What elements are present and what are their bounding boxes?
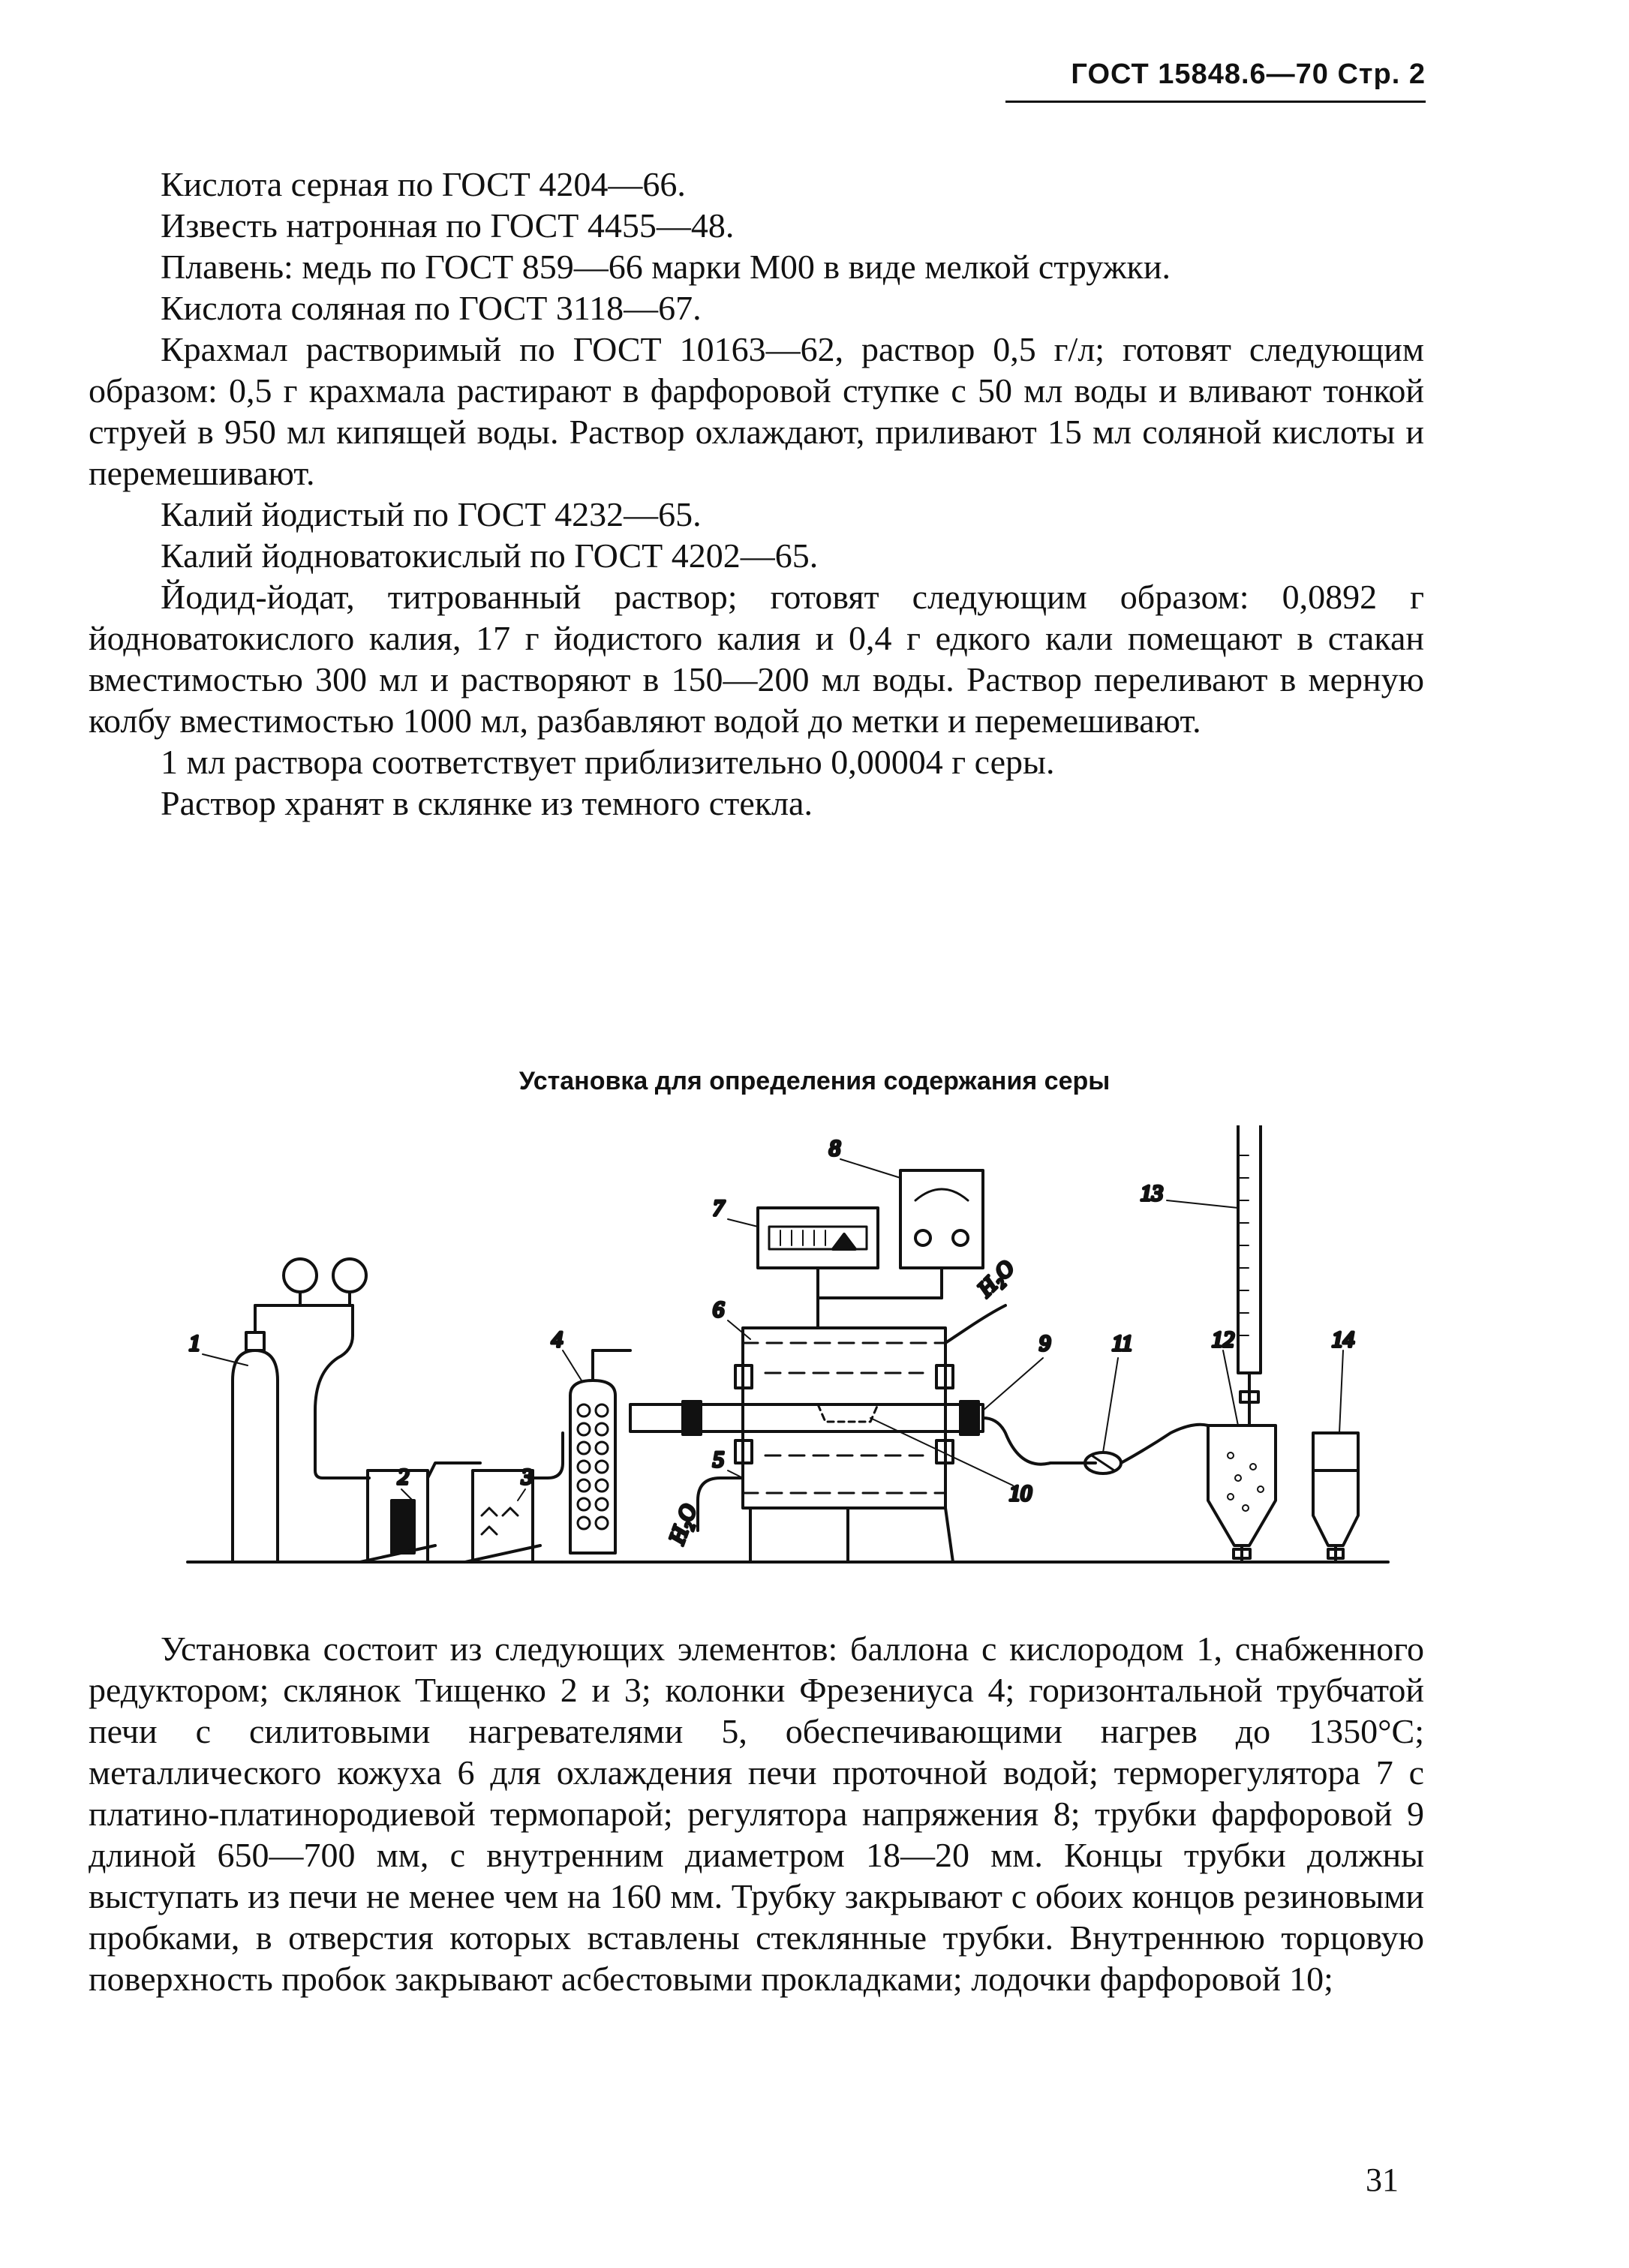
label-12: 12: [1212, 1327, 1234, 1352]
label-6: 6: [713, 1297, 724, 1322]
paragraph: Установка состоит из следующих элементов: баллона с кислородом 1, снабженного редуктором; склянок Тищенко 2 и 3; колонки Фрезениуса 4; горизонтальной трубчатой печи с силитовыми нагревателями 5, обеспечивающими нагрев до 1350°С; металлического кожуха 6 для охлаждения печи проточной водой; терморегулятора 7 с платино-платинородиевой термопарой; регулятора напряжения 8; трубки фарфоровой 9 длиной 650—700 мм, с внутренним диаметром 18—20 мм. Концы трубки должны выступать из печи не менее чем на 160 мм. Трубку закрывают с обоих концов резиновыми пробками, в отверстия которых вставлены стеклянные трубки. Внутреннюю торцовую поверхность пробок закрывают асбестовыми прокладками; лодочки фарфоровой 10;: [89, 1630, 1424, 1998]
figure-title: Установка для определения содержания серы: [518, 1067, 1111, 1095]
label-2: 2: [398, 1464, 409, 1489]
label-10: 10: [1009, 1481, 1032, 1506]
page-number: 31: [1366, 2161, 1399, 2198]
label-8: 8: [829, 1136, 840, 1161]
paragraph: Раствор хранят в склянке из темного стекла.: [161, 784, 813, 822]
paragraph: Калий йодистый по ГОСТ 4232—65.: [161, 495, 702, 533]
label-9: 9: [1039, 1331, 1050, 1356]
regulators: [758, 1170, 983, 1328]
label-5: 5: [713, 1447, 724, 1472]
paragraph: Плавень: медь по ГОСТ 859—66 марки М00 в виде мелкой стружки.: [161, 248, 1171, 286]
fresenius-column: [563, 1350, 630, 1562]
apparatus-diagram: [173, 1125, 1411, 1606]
paragraph: Кислота соляная по ГОСТ 3118—67.: [161, 289, 702, 327]
water-in-label: H₂O: [664, 1500, 702, 1548]
water-out-label: H₂O: [972, 1255, 1019, 1302]
paragraph: Йодид-йодат, титрованный раствор; готовят следующим образом: 0,0892 г йодноватокислого калия, 17 г йодистого калия и 0,4 г едкого кали помещают в стакан вместимостью 300 мл и растворяют в 150—200 мл воды. Раствор переливают в мерную колбу вместимостью 1000 мл, разбавляют водой до метки и перемешивают.: [89, 578, 1424, 740]
paragraph: Известь натронная по ГОСТ 4455—48.: [161, 206, 735, 245]
label-3: 3: [521, 1464, 533, 1489]
leader-lines: [203, 1159, 1343, 1500]
paragraph: Кислота серная по ГОСТ 4204—66.: [161, 165, 686, 203]
header-rule: [1005, 101, 1426, 103]
page-header: ГОСТ 15848.6—70 Стр. 2: [1071, 59, 1426, 90]
label-4: 4: [552, 1327, 563, 1352]
label-14: 14: [1332, 1327, 1354, 1352]
pressure-gauge-icon: [333, 1259, 366, 1292]
paragraph: Крахмал растворимый по ГОСТ 10163—62, раствор 0,5 г/л; готовят следующим образом: 0,5 г крахмала растирают в фарфоровой ступке с 50 мл воды и вливают тонкой струей в 950 мл кипящей воды. Раствор охлаждают, приливают 15 мл соляной кислоты и перемешивают.: [89, 330, 1424, 492]
label-11: 11: [1112, 1331, 1133, 1356]
paragraph: 1 мл раствора соответствует приблизительно 0,00004 г серы.: [161, 743, 1055, 781]
label-13: 13: [1141, 1181, 1163, 1206]
label-7: 7: [713, 1196, 724, 1221]
oxygen-cylinder: [233, 1259, 366, 1562]
label-1: 1: [189, 1331, 200, 1356]
pressure-gauge-icon: [284, 1259, 317, 1292]
paragraph: Калий йодноватокислый по ГОСТ 4202—65.: [161, 536, 819, 575]
reagents-list: [89, 164, 1424, 824]
apparatus-description: [89, 1628, 1424, 1999]
tishchenko-bottles: [315, 1433, 563, 1562]
